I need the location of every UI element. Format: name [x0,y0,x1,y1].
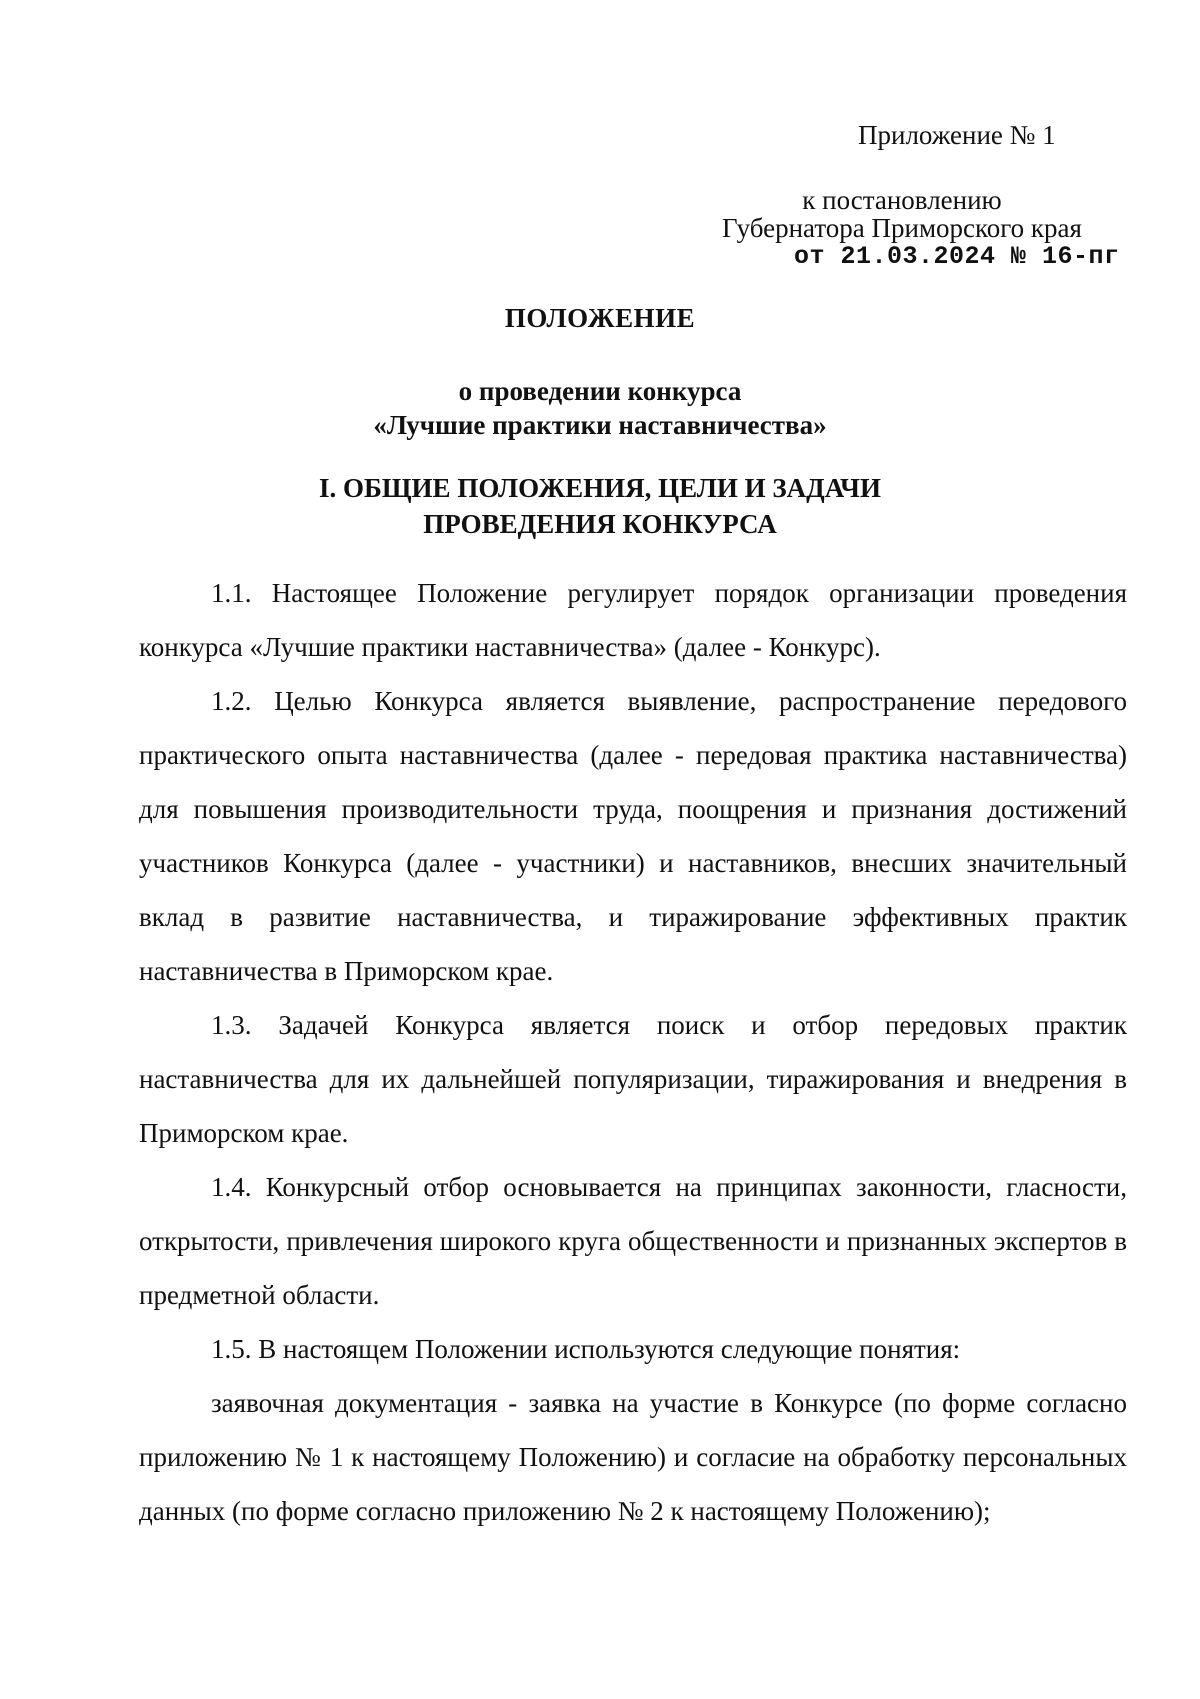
section-heading [0,470,1200,542]
paragraph-1-2: 1.2. Целью Конкурса является выявление, распространение передового практического опыта наставничества (далее - передовая практика наставничества) для повышения производительности труда, поощрения и признания достижений участников Конкурса (далее - участники) и наставников, внесших значительный вклад в развитие наставничества, и тиражирование эффективных практик наставничества в Приморском крае. [139,686,1127,986]
subtitle-line-1: о проведении конкурса [458,376,742,406]
resolution-line-2: Губернатора Приморского края [722,213,1082,243]
document-body [139,566,1127,1538]
paragraph-1-5: 1.5. В настоящем Положении используются следующие понятия: [211,1334,961,1364]
subtitle-line-2: «Лучшие практики наставничества» [373,410,827,440]
annex-label: Приложение № 1 [858,120,1056,150]
paragraph-1-3: 1.3. Задачей Конкурса является поиск и отбор передовых практик наставничества для их дальнейшей популяризации, тиражирования и внедрения в Приморском крае. [139,1010,1127,1148]
document-title: ПОЛОЖЕНИЕ [504,303,696,333]
paragraph-1-4: 1.4. Конкурсный отбор основывается на принципах законности, гласности, открытости, привлечения широкого круга общественности и признанных экспертов в предметной области. [139,1172,1127,1310]
document-subtitle [0,374,1200,442]
section-heading-line-1: I. ОБЩИЕ ПОЛОЖЕНИЯ, ЦЕЛИ И ЗАДАЧИ [319,473,881,503]
resolution-line-1: к постановлению [802,185,1002,215]
paragraph-1-1: 1.1. Настоящее Положение регулирует порядок организации проведения конкурса «Лучшие практики наставничества» (далее - Конкурс). [139,578,1127,662]
section-heading-line-2: ПРОВЕДЕНИЯ КОНКУРСА [423,509,777,539]
date-number-stamp: от 21.03.2024 № 16-пг [794,242,1120,271]
resolution-reference [682,186,1122,242]
definition-application-docs: заявочная документация - заявка на участие в Конкурсе (по форме согласно приложению № 1 к настоящему Положению) и согласие на обработку персональных данных (по форме согласно приложению № 2 к настоящему Положению); [139,1388,1127,1526]
